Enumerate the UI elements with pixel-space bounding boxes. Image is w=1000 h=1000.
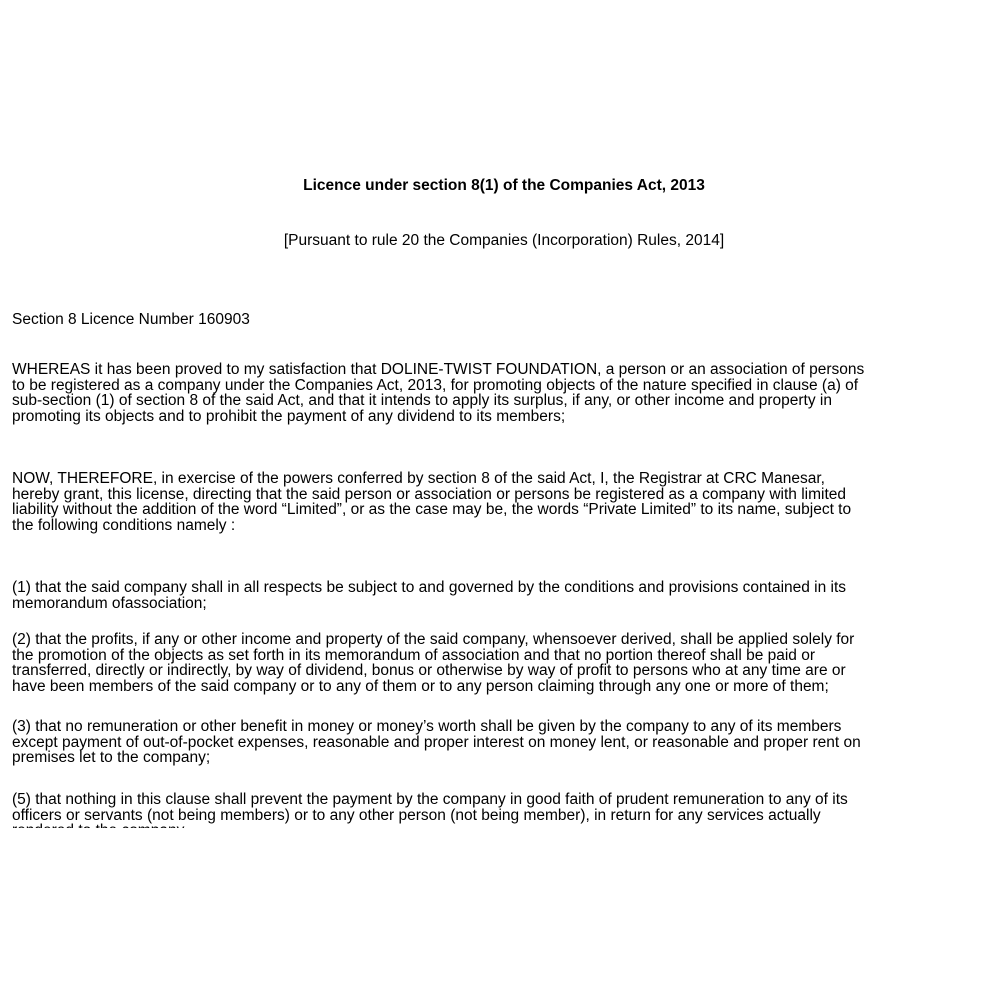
paragraph-line: to be registered as a company under the Companies Act, 2013, for promoting objects of the nature specified in clause (a) of <box>12 376 859 394</box>
paragraph-line: the following conditions namely : <box>12 516 236 534</box>
document-subtitle: [Pursuant to rule 20 the Companies (Incorporation) Rules, 2014] <box>283 232 725 249</box>
paragraph-line: transferred, directly or indirectly, by way of dividend, bonus or otherwise by way of profit to persons who at any time are or <box>12 662 846 679</box>
paragraph-line: (3) that no remuneration or other benefit in money or money’s worth shall be given by the company to any of its members <box>12 718 842 735</box>
paragraph-line: (1) that the said company shall in all respects be subject to and governed by the conditions and provisions contained in its <box>12 579 847 596</box>
paragraph-line: NOW, THEREFORE, in exercise of the powers conferred by section 8 of the said Act, I, the Registrar at CRC Manesar, <box>12 470 825 487</box>
condition-3 <box>12 719 1000 766</box>
now-therefore-paragraph <box>12 471 1000 533</box>
paragraph-line: have been members of the said company or to any of them or to any person claiming through any one or more of them; <box>12 677 829 695</box>
licence-number: Section 8 Licence Number 160903 <box>12 311 250 328</box>
paragraph-line: WHEREAS it has been proved to my satisfaction that DOLINE-TWIST FOUNDATION, a person or an association of persons <box>12 361 865 378</box>
paragraph-line: liability without the addition of the word “Limited”, or as the case may be, the words “Private Limited” to its name, subject to <box>12 501 852 518</box>
condition-2 <box>12 632 1000 694</box>
whereas-paragraph <box>12 362 1000 424</box>
paragraph-line: (5) that nothing in this clause shall prevent the payment by the company in good faith of prudent remuneration to any of its <box>12 791 848 808</box>
paragraph-line: except payment of out-of-pocket expenses, reasonable and proper interest on money lent, or reasonable and proper rent on <box>12 733 861 751</box>
document-title: Licence under section 8(1) of the Companies Act, 2013 <box>303 177 705 194</box>
paragraph-line: memorandum ofassociation; <box>12 594 207 612</box>
paragraph-line: (2) that the profits, if any or other income and property of the said company, whensoever derived, shall be applied solely for <box>12 631 855 648</box>
paragraph-line: the promotion of the objects as set forth in its memorandum of association and that no portion thereof shall be paid or <box>12 646 816 664</box>
paragraph-line: hereby grant, this license, directing that the said person or association or persons be registered as a company with limited <box>12 485 846 503</box>
paragraph-line: premises let to the company; <box>12 749 211 766</box>
page-crop-mask <box>0 828 1000 1000</box>
paragraph-line: promoting its objects and to prohibit the payment of any dividend to its members; <box>12 407 566 425</box>
paragraph-line: sub-section (1) of section 8 of the said Act, and that it intends to apply its surplus, if any, or other income and property in <box>12 392 832 409</box>
condition-1 <box>12 580 1000 611</box>
paragraph-line: officers or servants (not being members) or to any other person (not being member), in return for any services actually <box>12 806 821 824</box>
